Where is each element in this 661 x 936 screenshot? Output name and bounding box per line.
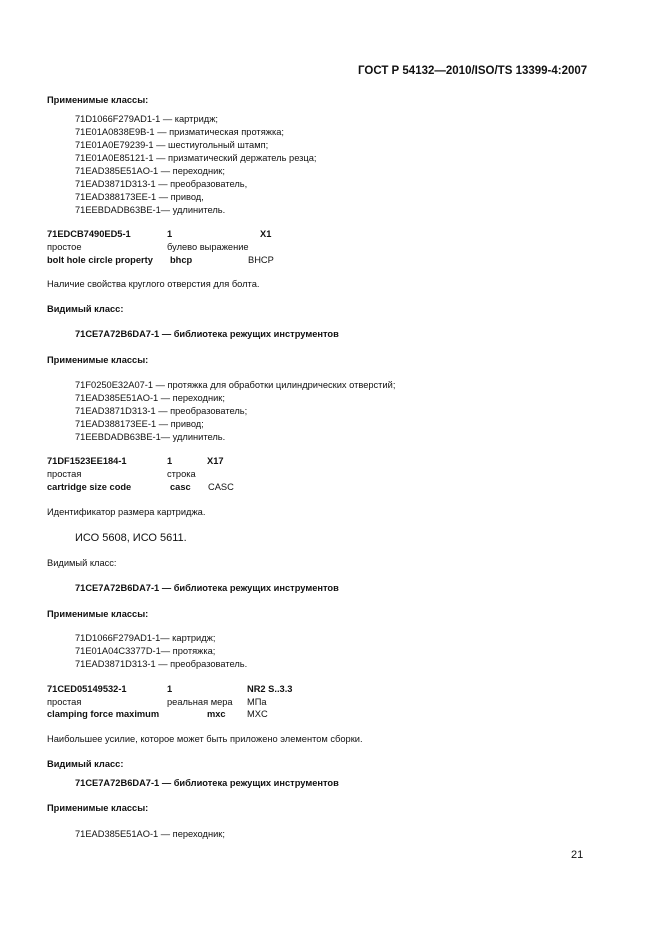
property-code: 71EDCB7490ED5-1	[47, 229, 131, 239]
applicable-classes-heading: Применимые классы:	[47, 355, 149, 365]
property-name: clamping force maximum	[47, 709, 160, 719]
property-definition: Идентификатор размера картриджа.	[47, 507, 206, 517]
list-item: 71D1066F279AD1-1— картридж;	[75, 633, 216, 643]
list-item: 71F0250E32A07-1 — протяжка для обработки цилиндрических отверстий;	[75, 380, 396, 390]
document-header: ГОСТ Р 54132—2010/ISO/TS 13399-4:2007	[358, 65, 588, 77]
property-short-name: mxc	[207, 709, 226, 719]
property-upper-name: BHCP	[248, 255, 274, 265]
list-item: 71D1066F279AD1-1 — картридж;	[75, 114, 218, 124]
visible-class: 71CE7A72B6DA7-1 — библиотека режущих инструментов	[75, 329, 339, 339]
property-kind: простая	[47, 697, 82, 707]
property-code: 71CED05149532-1	[47, 684, 127, 694]
property-unit: МПа	[247, 697, 267, 707]
property-datatype: строка	[167, 469, 196, 479]
property-short-name: bhcp	[170, 255, 193, 265]
list-item: 71EEBDADB63BE-1— удлинитель.	[75, 432, 226, 442]
list-item: 71EAD3871D313-1 — преобразователь,	[75, 179, 248, 189]
list-item: 71E01A0838E9B-1 — призматическая протяжка;	[75, 127, 284, 137]
property-upper-name: MXC	[247, 709, 268, 719]
property-version: 1	[167, 229, 173, 239]
property-kind: простое	[47, 242, 82, 252]
property-symbol: X17	[207, 456, 224, 466]
visible-class: 71CE7A72B6DA7-1 — библиотека режущих инструментов	[75, 778, 339, 788]
list-item: 71EAD385E51AO-1 — переходник;	[75, 166, 225, 176]
list-item: 71EAD3871D313-1 — преобразователь;	[75, 406, 248, 416]
property-name: bolt hole circle property	[47, 255, 153, 265]
property-datatype: булево выражение	[167, 242, 249, 252]
property-version: 1	[167, 684, 173, 694]
applicable-classes-heading: Применимые классы:	[47, 95, 149, 105]
visible-class-heading: Видимый класс:	[47, 558, 117, 568]
property-symbol: NR2 S..3.3	[247, 684, 293, 694]
property-definition: Наличие свойства круглого отверстия для болта.	[47, 279, 260, 289]
list-item: 71EAD3871D313-1 — преобразователь.	[75, 659, 248, 669]
property-version: 1	[167, 456, 173, 466]
page-number: 21	[571, 849, 584, 861]
property-code: 71DF1523EE184-1	[47, 456, 127, 466]
property-definition: Наибольшее усилие, которое может быть приложено элементом сборки.	[47, 734, 363, 744]
visible-class-heading: Видимый класс:	[47, 304, 124, 314]
property-name: cartridge size code	[47, 482, 132, 492]
list-item: 71E01A04C3377D-1— протяжка;	[75, 646, 216, 656]
list-item: 71E01A0E85121-1 — призматический держатель резца;	[75, 153, 317, 163]
property-symbol: X1	[260, 229, 272, 239]
property-short-name: casc	[170, 482, 191, 492]
list-item: 71EAD388173EE-1 — привод;	[75, 419, 204, 429]
list-item: 71E01A0E79239-1 — шестиугольный штамп;	[75, 140, 269, 150]
property-kind: простая	[47, 469, 82, 479]
applicable-classes-heading: Применимые классы:	[47, 609, 149, 619]
property-upper-name: CASC	[208, 482, 234, 492]
visible-class-heading: Видимый класс:	[47, 759, 124, 769]
visible-class: 71CE7A72B6DA7-1 — библиотека режущих инструментов	[75, 583, 339, 593]
property-datatype: реальная мера	[167, 697, 233, 707]
reference-standards: ИСО 5608, ИСО 5611.	[75, 532, 187, 544]
list-item: 71EAD385E51AO-1 — переходник;	[75, 393, 225, 403]
list-item: 71EAD385E51AO-1 — переходник;	[75, 829, 225, 839]
list-item: 71EAD388173EE-1 — привод,	[75, 192, 204, 202]
list-item: 71EEBDADB63BE-1— удлинитель.	[75, 205, 226, 215]
applicable-classes-heading: Применимые классы:	[47, 803, 149, 813]
